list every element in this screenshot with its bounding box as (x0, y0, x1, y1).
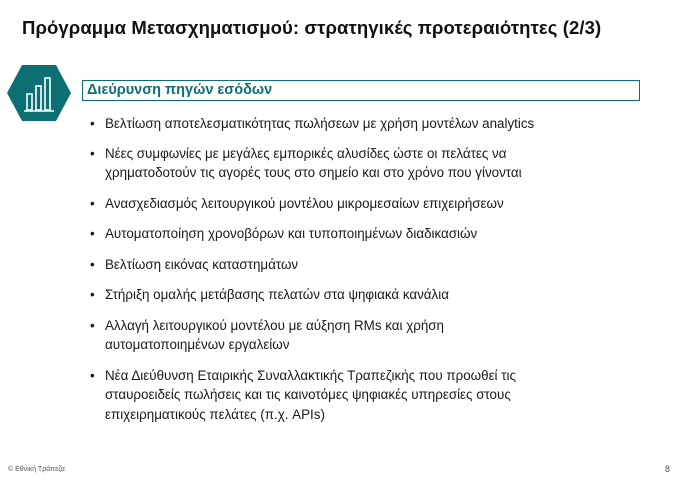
section-heading: Διεύρυνση πηγών εσόδων (87, 82, 273, 98)
page-title: Πρόγραμμα Μετασχηματισμού: στρατηγικές προτεραιότητες (2/3) (22, 17, 602, 38)
bullet-item: • Αλλαγή λειτουργικού μοντέλου με αύξηση RMs και χρήση αυτοματοποιημένων εργαλείων (90, 316, 650, 355)
bullet-item: • Βελτίωση εικόνας καταστημάτων (90, 255, 650, 275)
bullet-item: • Νέες συμφωνίες με μεγάλες εμπορικές αλυσίδες ώστε οι πελάτες να χρηματοδοτούν τις αγορές τους στο σημείο και στο χρόνο που γίνονται (90, 144, 650, 183)
bullet-item: • Βελτίωση αποτελεσματικότητας πωλήσεων με χρήση μοντέλων analytics (90, 114, 650, 134)
section-heading-box (82, 80, 640, 101)
bullet-item: • Νέα Διεύθυνση Εταιρικής Συναλλακτικής Τραπεζικής που προωθεί τις σταυροειδείς πωλήσεις και τις καινοτόμες ψηφιακές υπηρεσίες στους επιχειρηματικούς πελάτες (π.χ. APIs) (90, 366, 650, 425)
page-number: 8 (664, 464, 670, 474)
bullet-list (90, 114, 650, 424)
bar-chart-hexagon-icon (6, 64, 72, 122)
footer-copyright: © Εθνική Τράπεζα (8, 466, 65, 473)
bullet-item: • Στήριξη ομαλής μετάβασης πελατών στα ψηφιακά κανάλια (90, 285, 650, 305)
bullet-item: • Ανασχεδιασμός λειτουργικού μοντέλου μικρομεσαίων επιχειρήσεων (90, 194, 650, 214)
bullet-item: • Αυτοματοποίηση χρονοβόρων και τυποποιημένων διαδικασιών (90, 224, 650, 244)
